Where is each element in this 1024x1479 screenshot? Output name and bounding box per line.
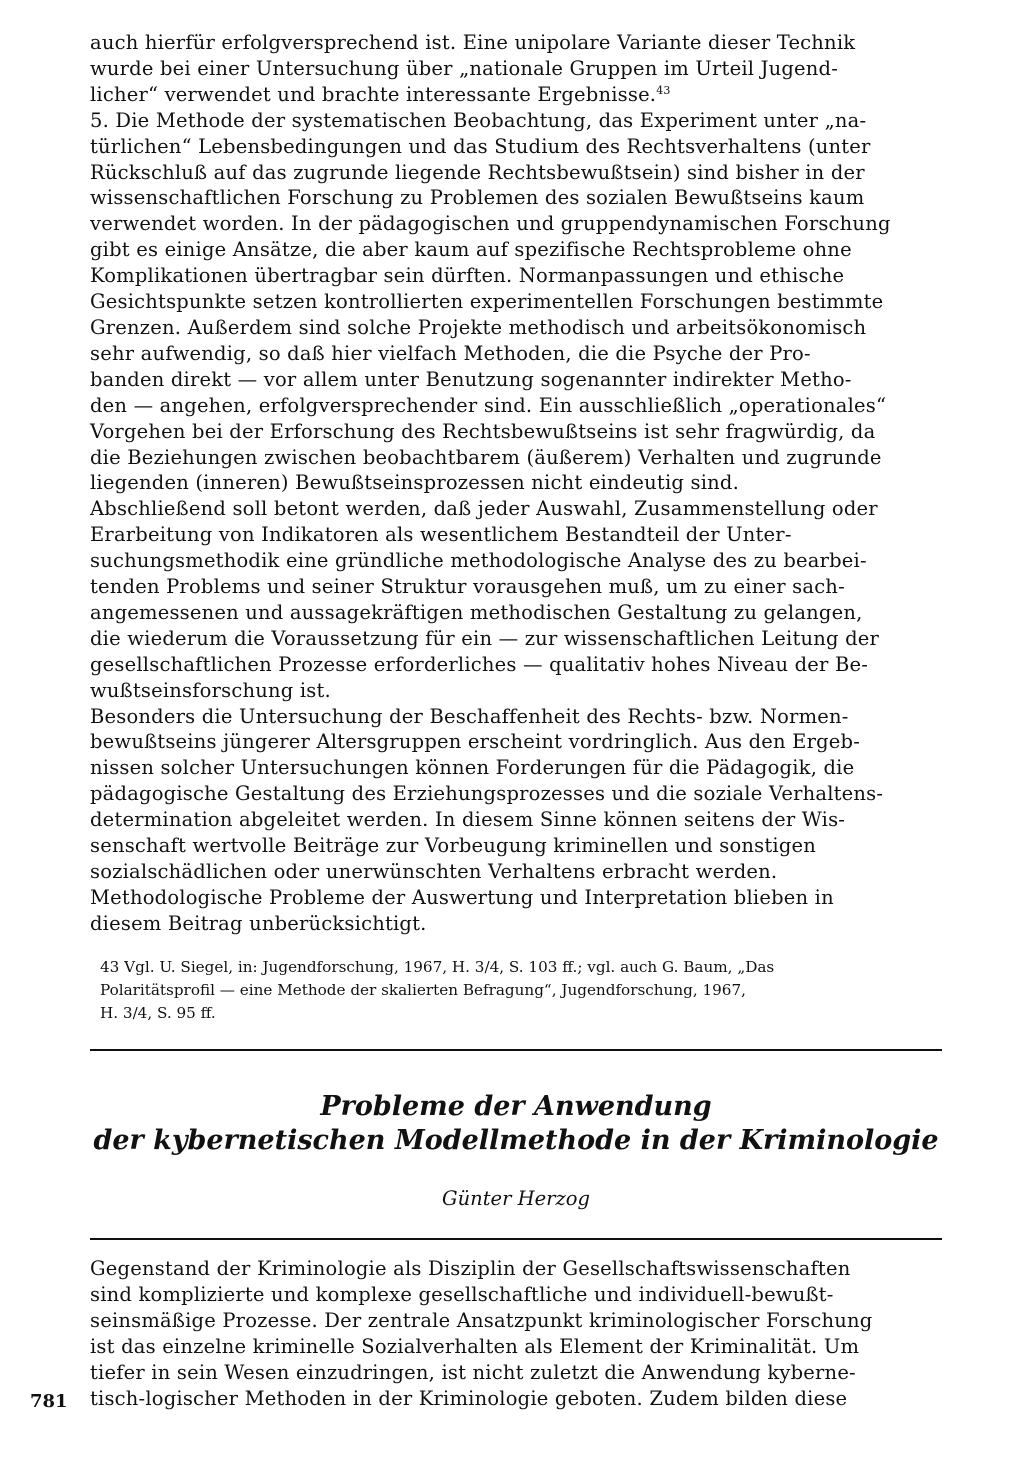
text-line: Komplikationen übertragbar sein dürften. Normanpassungen und ethische	[90, 264, 845, 288]
footnote	[90, 956, 940, 1024]
text-line: pädagogische Gestaltung des Erziehungsprozesses und die soziale Verhaltens-	[90, 782, 884, 806]
article-title	[90, 1090, 942, 1158]
text-line: die wiederum die Voraussetzung für ein — zur wissenschaftlichen Leitung der	[90, 626, 880, 650]
text-line: diesem Beitrag unberücksichtigt.	[90, 911, 427, 935]
text-line: senschaft wertvolle Beiträge zur Vorbeugung kriminellen und sonstigen	[90, 834, 817, 858]
text-line: auch hierfür erfolgversprechend ist. Eine unipolare Variante dieser Technik	[90, 31, 856, 54]
text-line: Grenzen. Außerdem sind solche Projekte methodisch und arbeitsökonomisch	[90, 315, 867, 339]
footnote-number: 43	[100, 958, 120, 976]
text-line: tisch-logischer Methoden in der Kriminologie geboten. Zudem bilden diese	[90, 1386, 848, 1410]
text-line: wußtseinsforschung ist.	[90, 678, 331, 702]
footnote-line: Polaritätsprofil — eine Methode der skalierten Befragung“, Jugendforschung, 1967,	[100, 980, 746, 999]
text-line: Besonders die Untersuchung der Beschaffenheit des Rechts- bzw. Normen-	[90, 704, 849, 728]
text-line: Methodologische Probleme der Auswertung und Interpretation blieben in	[90, 885, 834, 909]
page-number: 781	[30, 1391, 68, 1412]
footnote-line: H. 3/4, S. 95 ff.	[100, 1003, 216, 1022]
text-line: Vorgehen bei der Erforschung des Rechtsbewußtseins ist sehr fragwürdig, da	[90, 419, 876, 443]
text-line: Gesichtspunkte setzen kontrollierten experimentellen Forschungen bestimmte	[90, 290, 884, 314]
previous-article-text	[90, 30, 940, 937]
text-line: suchungsmethodik eine gründliche methodologische Analyse des zu bearbei-	[90, 549, 867, 573]
text-line: banden direkt — vor allem unter Benutzung sogenannter indirekter Metho-	[90, 367, 852, 391]
text-line: angemessenen und aussagekräftigen methodischen Gestaltung zu gelangen,	[90, 600, 863, 624]
text-line: die Beziehungen zwischen beobachtbarem (äußerem) Verhalten und zugrunde	[90, 445, 882, 469]
article-title-line: der kybernetischen Modellmethode in der Kriminologie	[93, 1125, 939, 1156]
text-line: gibt es einige Ansätze, die aber kaum auf spezifische Rechtsprobleme ohne	[90, 238, 852, 262]
text-line: 5. Die Methode der systematischen Beobachtung, das Experiment unter „na-	[90, 108, 867, 132]
text-line: licher“ verwendet und brachte interessante Ergebnisse.$^{43}$	[90, 82, 671, 106]
text-line: den — angehen, erfolgversprechender sind. Ein ausschließlich „operationales“	[90, 393, 887, 417]
article-author: Günter Herzog	[442, 1187, 590, 1210]
text-line: türlichen“ Lebensbedingungen und das Studium des Rechtsverhaltens (unter	[90, 134, 871, 158]
text-line: tiefer in sein Wesen einzudringen, ist nicht zuletzt die Anwendung kyberne-	[90, 1360, 856, 1384]
text-line: nissen solcher Untersuchungen können Forderungen für die Pädagogik, die	[90, 756, 855, 780]
article-title-line: Probleme der Anwendung	[320, 1091, 712, 1122]
text-line: wissenschaftlichen Forschung zu Problemen des sozialen Bewußtseins kaum	[90, 186, 865, 210]
text-line: wurde bei einer Untersuchung über „nationale Gruppen im Urteil Jugend-	[90, 56, 839, 80]
text-line: gesellschaftlichen Prozesse erforderliches — qualitativ hohes Niveau der Be-	[90, 652, 869, 676]
text-line: ist das einzelne kriminelle Sozialverhalten als Element der Kriminalität. Um	[90, 1334, 860, 1358]
divider-rule-top	[90, 1049, 942, 1051]
text-line: bewußtseins jüngerer Altersgruppen erscheint vordringlich. Aus den Ergeb-	[90, 730, 861, 754]
footnote-line: 43 Vgl. U. Siegel, in: Jugendforschung, 1967, H. 3/4, S. 103 ff.; vgl. auch G. Baum, „Das	[100, 958, 775, 976]
text-line: liegenden (inneren) Bewußtseinsprozessen nicht eindeutig sind.	[90, 471, 739, 495]
text-line: Gegenstand der Kriminologie als Disziplin der Gesellschaftswissenschaften	[90, 1257, 851, 1280]
text-line: verwendet worden. In der pädagogischen und gruppendynamischen Forschung	[90, 212, 891, 236]
text-line: seinsmäßige Prozesse. Der zentrale Ansatzpunkt kriminologischer Forschung	[90, 1308, 873, 1332]
text-line: Abschließend soll betont werden, daß jeder Auswahl, Zusammenstellung oder	[90, 497, 878, 521]
text-line: sozialschädlichen oder unerwünschten Verhaltens erbracht werden.	[90, 860, 778, 883]
text-line: sehr aufwendig, so daß hier vielfach Methoden, die die Psyche der Pro-	[90, 341, 811, 365]
text-line: tenden Problems und seiner Struktur vorausgehen muß, um zu einer sach-	[90, 575, 845, 599]
text-line: Erarbeitung von Indikatoren als wesentlichem Bestandteil der Unter-	[90, 523, 792, 547]
text-line: determination abgeleitet werden. In diesem Sinne können seitens der Wis-	[90, 808, 846, 832]
footnote-reference[interactable]: 43	[656, 83, 671, 97]
divider-rule-bottom	[90, 1238, 942, 1240]
text-line: Rückschluß auf das zugrunde liegende Rechtsbewußtsein) sind bisher in der	[90, 160, 865, 184]
article-body	[90, 1256, 942, 1411]
text-line: sind komplizierte und komplexe gesellschaftliche und individuell-bewußt-	[90, 1282, 834, 1306]
